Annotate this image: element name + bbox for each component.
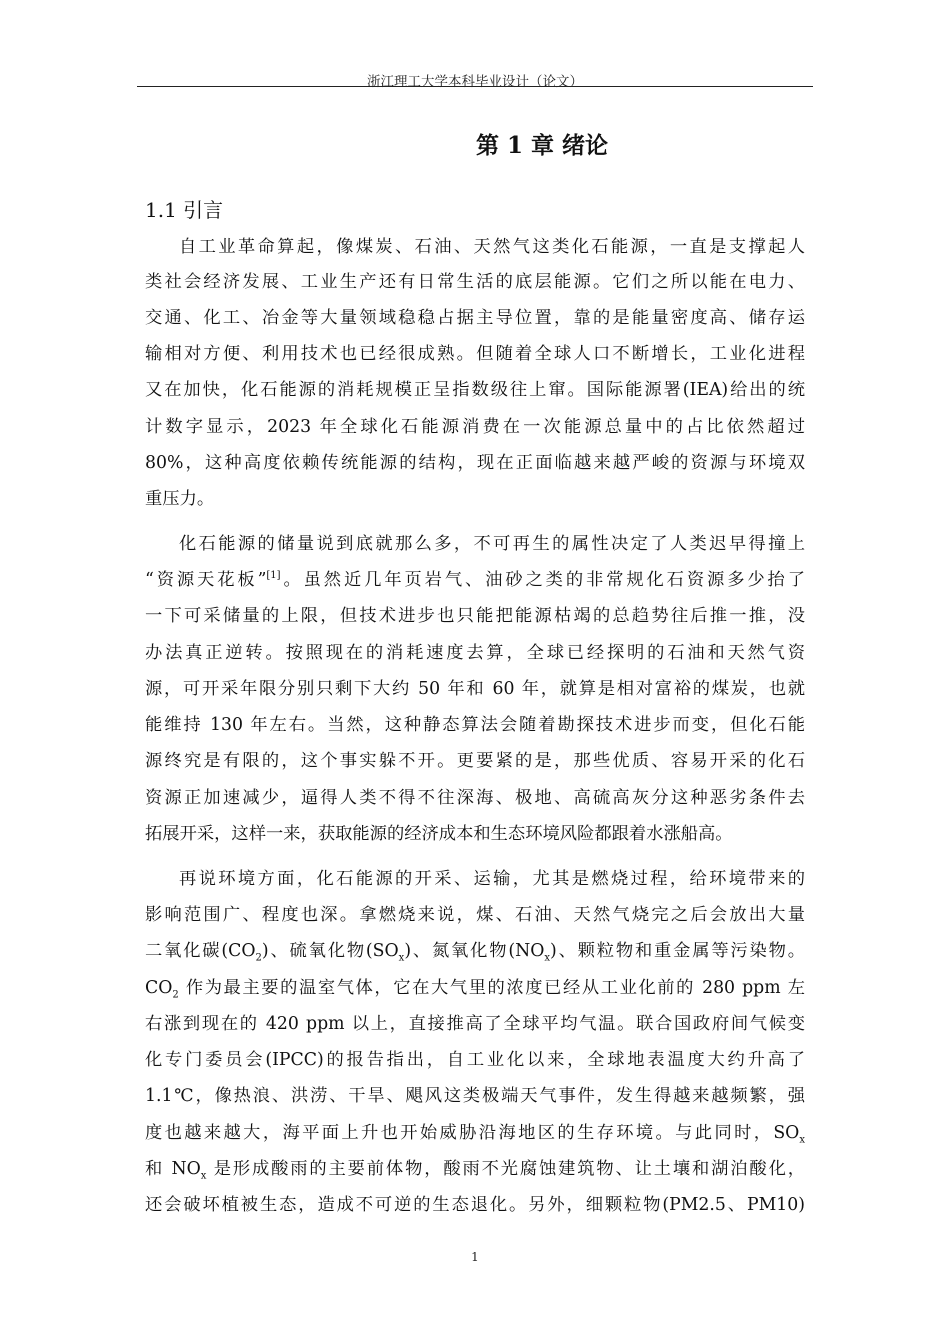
paragraph-line: 化专门委员会(IPCC)的报告指出，自工业化以来，全球地表温度大约升高了 (145, 1050, 805, 1070)
line-text: 和 NO (145, 1159, 201, 1179)
paragraph-line: 化石能源的储量说到底就那么多，不可再生的属性决定了人类迟早得撞上 (179, 534, 805, 554)
line-text: )、氮氧化物(NO (404, 941, 545, 961)
chapter-title: 第 1 章 绪论 (475, 132, 609, 159)
paragraph-line: 输相对方便、利用技术也已经很成熟。但随着全球人口不断增长，工业化进程 (145, 344, 805, 364)
paragraph-line: 80%，这种高度依赖传统能源的结构，现在正面临越来越严峻的资源与环境双 (145, 453, 805, 473)
subscript: x (200, 1170, 207, 1182)
paragraph-line (145, 973, 805, 1001)
paragraph-line (145, 1154, 805, 1182)
paragraph-line (145, 565, 805, 590)
subscript: 2 (172, 989, 179, 1001)
paragraph-line: 资源正加速减少，逼得人类不得不往深海、极地、高硫高灰分这种恶劣条件去 (145, 788, 805, 808)
line-text: CO (145, 978, 173, 998)
page-number: 1 (471, 1250, 479, 1264)
paragraph-line: 重压力。 (145, 489, 215, 509)
subscript: x (544, 952, 551, 964)
subscript: x (799, 1134, 805, 1146)
section-title: 1.1 引言 (145, 198, 224, 222)
paragraph-line: 自工业革命算起，像煤炭、石油、天然气这类化石能源，一直是支撑起人 (179, 237, 805, 257)
citation-ref[interactable]: [1] (266, 570, 281, 582)
line-text: 作为最主要的温室气体，它在大气里的浓度已经从工业化前的 280 ppm 左 (178, 978, 805, 998)
paragraph-line: 拓展开采，这样一来，获取能源的经济成本和生态环境风险都跟着水涨船高。 (145, 824, 733, 844)
paragraph-line: 交通、化工、冶金等大量领域稳稳占据主导位置，靠的是能量密度高、储存运 (145, 308, 805, 328)
paragraph-line: 右涨到现在的 420 ppm 以上，直接推高了全球平均气温。联合国政府间气候变 (145, 1014, 805, 1034)
quoted-term: “资源天花板” (145, 570, 267, 590)
line-text: 。虽然近几年页岩气、油砂之类的非常规化石资源多少抬了 (280, 570, 805, 590)
paragraph-line: 计数字显示，2023 年全球化石能源消费在一次能源总量中的占比依然超过 (145, 417, 805, 437)
paragraph-line: 还会破坏植被生态，造成不可逆的生态退化。另外，细颗粒物(PM2.5、PM10) (145, 1195, 805, 1215)
paragraph-line: 类社会经济发展、工业生产还有日常生活的底层能源。它们之所以能在电力、 (145, 272, 805, 292)
paragraph-line: 又在加快，化石能源的消耗规模正呈指数级往上窜。国际能源署(IEA)给出的统 (145, 380, 805, 400)
line-text: )、硫氧化物(SO (261, 941, 399, 961)
paragraph-line: 源终究是有限的，这个事实躲不开。更要紧的是，那些优质、容易开采的化石 (145, 751, 805, 771)
paragraph-line: 办法真正逆转。按照现在的消耗速度去算，全球已经探明的石油和天然气资 (145, 643, 805, 663)
paragraph-line (145, 936, 805, 964)
line-text: 度也越来越大，海平面上升也开始威胁沿海地区的生存环境。与此同时，SO (145, 1123, 800, 1143)
paragraph-line: 再说环境方面，化石能源的开采、运输，尤其是燃烧过程，给环境带来的 (179, 869, 805, 889)
paragraph-line: 能维持 130 年左右。当然，这种静态算法会随着勘探技术进步而变，但化石能 (145, 715, 805, 735)
paragraph-line: 源，可开采年限分别只剩下大约 50 年和 60 年，就算是相对富裕的煤炭，也就 (145, 679, 805, 699)
subscript: x (398, 952, 405, 964)
line-text: 二氧化碳(CO (145, 941, 256, 961)
paragraph-line (145, 1118, 805, 1146)
header-rule (137, 86, 813, 87)
line-text: 是形成酸雨的主要前体物，酸雨不光腐蚀建筑物、让土壤和湖泊酸化， (206, 1159, 805, 1179)
page-header: 浙江理工大学本科毕业设计（论文） (367, 74, 583, 90)
line-text: )、颗粒物和重金属等污染物。 (550, 941, 805, 961)
subscript: 2 (255, 952, 262, 964)
paragraph-line: 1.1℃，像热浪、洪涝、干旱、飓风这类极端天气事件，发生得越来越频繁，强 (145, 1086, 805, 1106)
paragraph-line: 一下可采储量的上限，但技术进步也只能把能源枯竭的总趋势往后推一推，没 (145, 606, 805, 626)
paragraph-line: 影响范围广、程度也深。拿燃烧来说，煤、石油、天然气烧完之后会放出大量 (145, 905, 805, 925)
